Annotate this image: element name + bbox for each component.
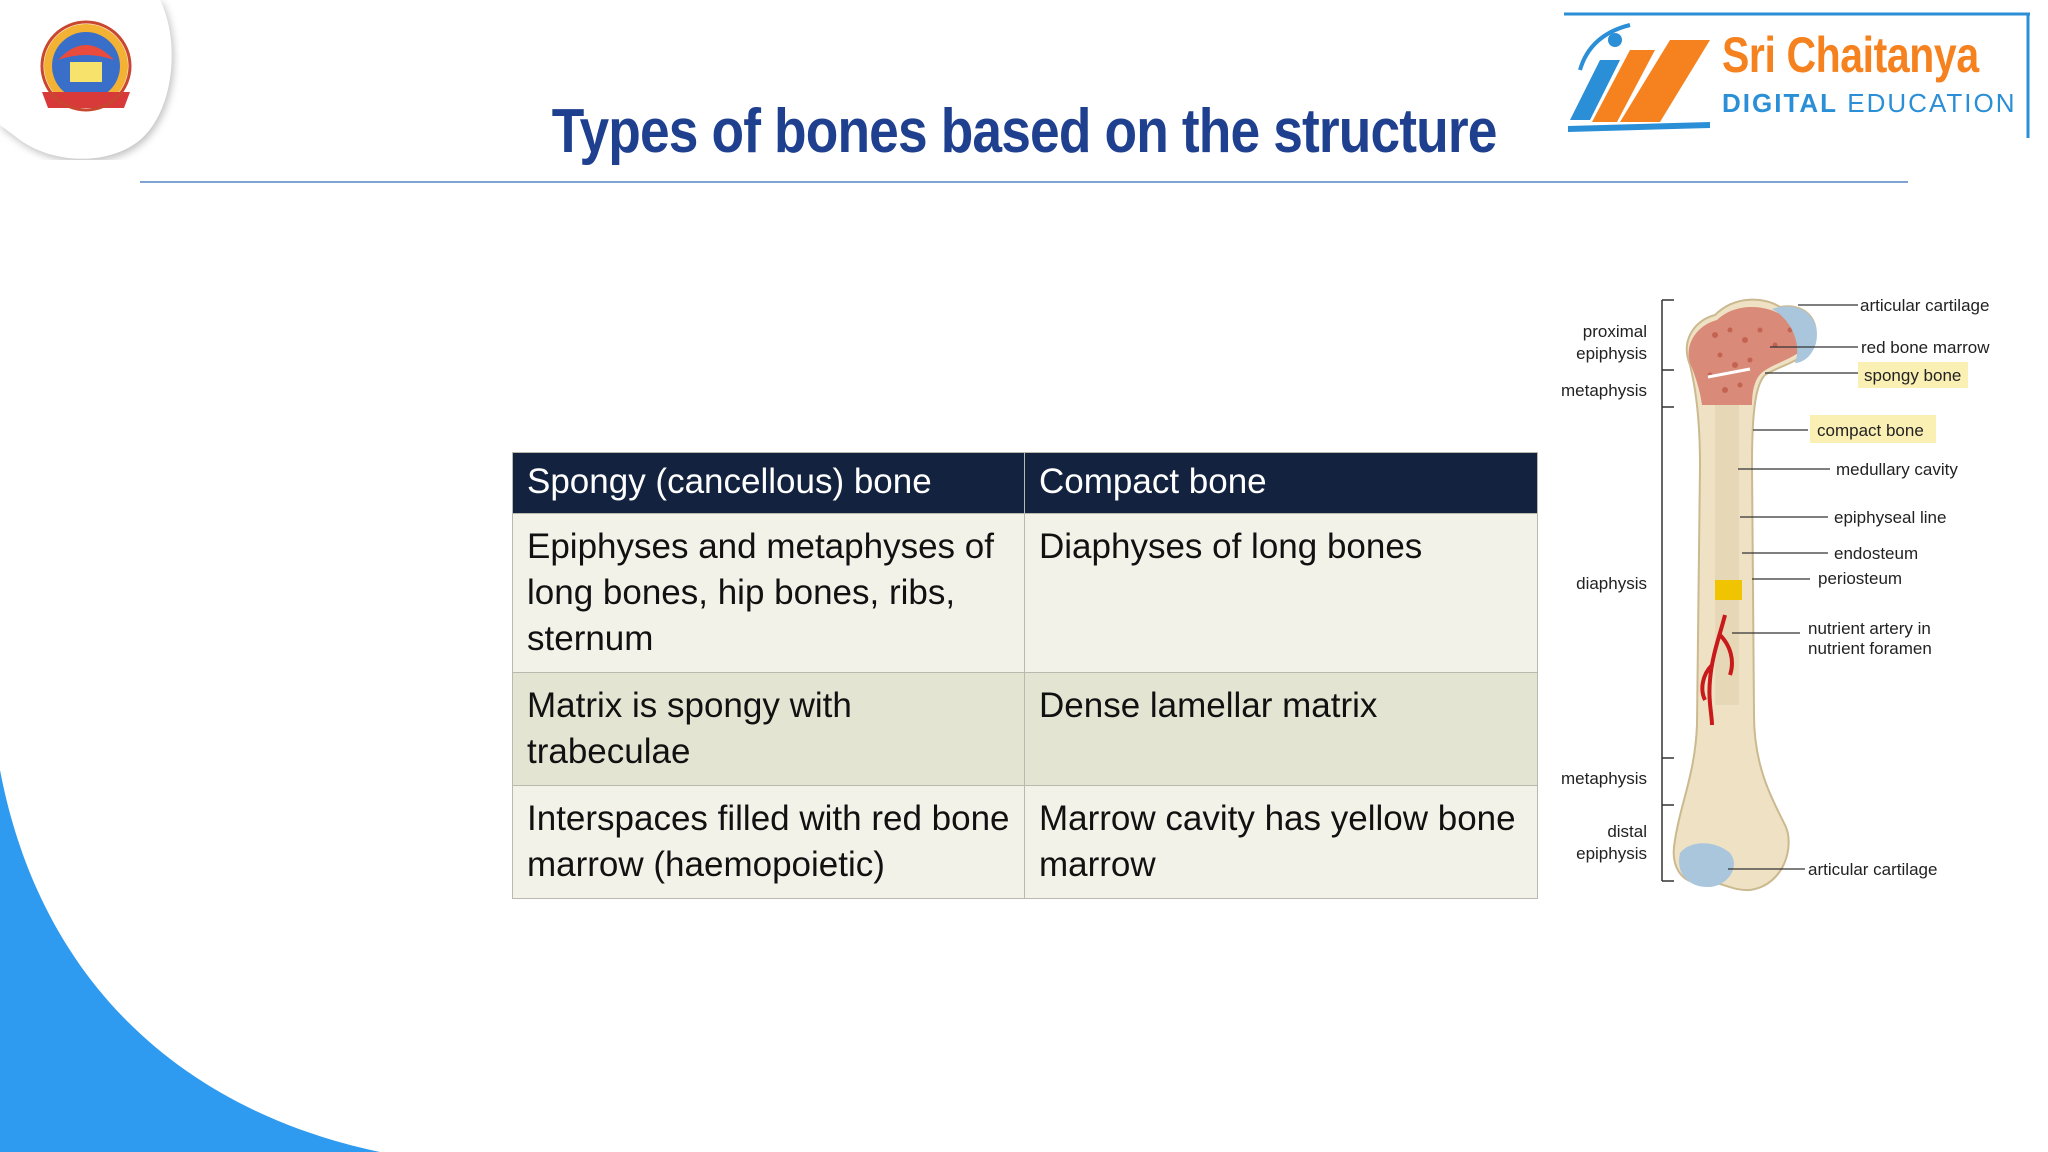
label-metaphysis-bottom: metaphysis: [1561, 769, 1647, 788]
header-compact: Compact bone: [1025, 453, 1538, 514]
table-cell: Marrow cavity has yellow bone marrow: [1025, 786, 1538, 899]
label-compact-bone: compact bone: [1817, 421, 1924, 440]
comparison-table: [512, 452, 1538, 899]
yellow-marrow-section: [1715, 580, 1742, 600]
long-bone-diagram: [1540, 285, 2010, 905]
brand-name: Sri Chaitanya: [1722, 27, 1979, 83]
label-red-bone-marrow: red bone marrow: [1861, 338, 1990, 357]
label-proximal-epiphysis: epiphysis: [1576, 344, 1647, 363]
region-bracket: [1662, 300, 1674, 881]
table-row: [513, 786, 1538, 899]
label-nutrient-artery: nutrient artery in: [1808, 619, 1931, 638]
slide-title: Types of bones based on the structure: [551, 97, 1497, 166]
table-cell: Diaphyses of long bones: [1025, 514, 1538, 673]
label-diaphysis: diaphysis: [1576, 574, 1647, 593]
brand-subtitle-rest: EDUCATION: [1838, 88, 2017, 118]
label-spongy-bone: spongy bone: [1864, 366, 1962, 385]
table-header-row: [513, 453, 1538, 514]
brand-subtitle-bold: DIGITAL: [1722, 88, 1839, 118]
table-cell: Dense lamellar matrix: [1025, 673, 1538, 786]
header-spongy: Spongy (cancellous) bone: [513, 453, 1025, 514]
brand-subtitle: [1722, 88, 2016, 119]
table-cell: Matrix is spongy with trabeculae: [513, 673, 1025, 786]
label-articular-cartilage-bottom: articular cartilage: [1808, 860, 1938, 879]
label-medullary-cavity: medullary cavity: [1836, 460, 1958, 479]
label-distal: distal: [1607, 822, 1647, 841]
table-row: [513, 673, 1538, 786]
label-articular-cartilage-top: articular cartilage: [1860, 296, 1990, 315]
table-cell: Epiphyses and metaphyses of long bones, hip bones, ribs, sternum: [513, 514, 1025, 673]
label-distal-epiphysis: epiphysis: [1576, 844, 1647, 863]
label-nutrient-foramen: nutrient foramen: [1808, 639, 1932, 658]
table-cell: Interspaces filled with red bone marrow (haemopoietic): [513, 786, 1025, 899]
label-proximal: proximal: [1582, 322, 1647, 341]
medullary-cavity: [1715, 405, 1739, 705]
label-metaphysis-top: metaphysis: [1561, 381, 1647, 400]
title-divider: [140, 181, 1908, 183]
label-epiphyseal-line: epiphyseal line: [1834, 508, 1947, 527]
label-periosteum: periosteum: [1818, 569, 1903, 588]
table-row: [513, 514, 1538, 673]
label-endosteum: endosteum: [1834, 544, 1919, 563]
